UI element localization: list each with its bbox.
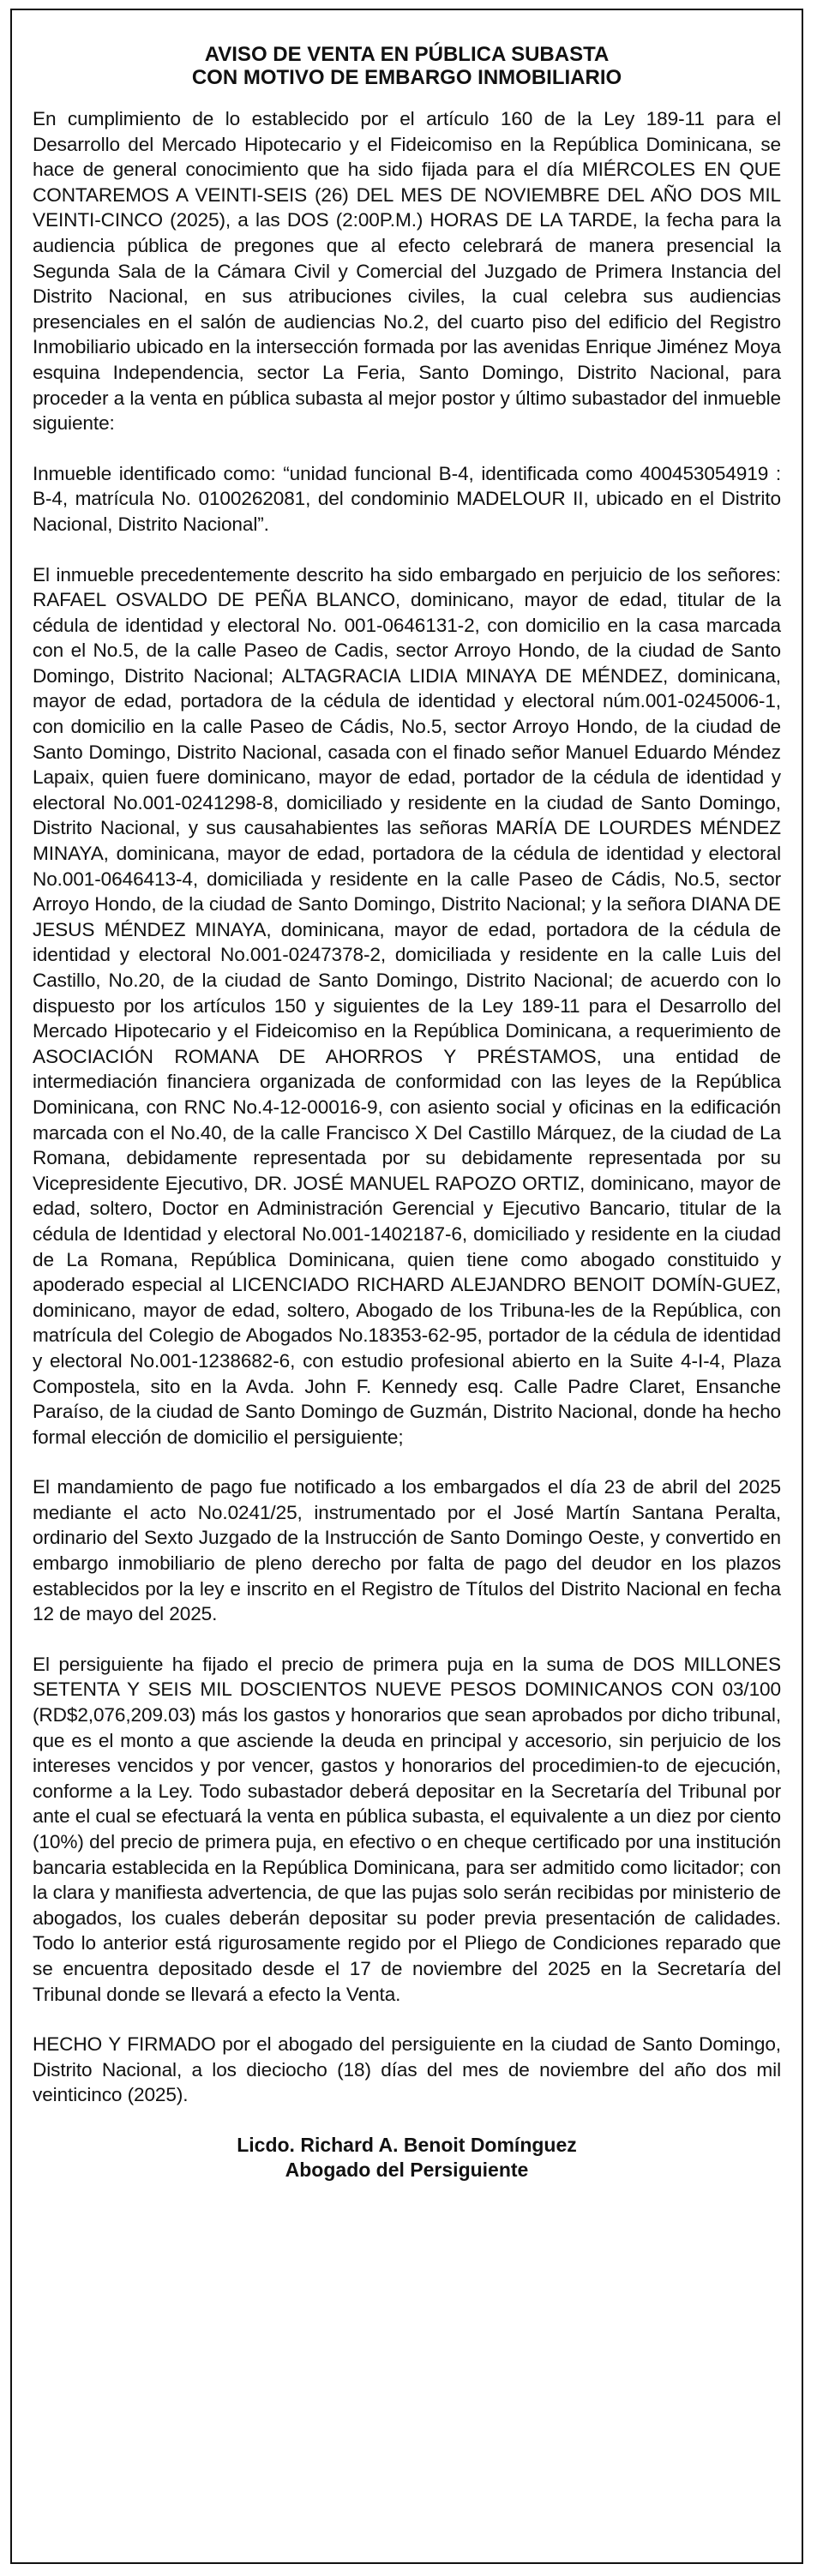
paragraph-seizure-parties: El inmueble precedentemente descrito ha sido embargado en perjuicio de los señores: RAFAEL OSVALDO DE PEÑA BLANCO, dominicano, mayor de edad, titular de la cédula de identidad y electoral No. 001-0646131-2, con domicilio en la casa marcada con el No.5, de la calle Paseo de Cadis, sector Arroyo Hondo, de la ciudad de Santo Domingo, Distrito Nacional; ALTAGRACIA LIDIA MINAYA DE MÉNDEZ, dominicana, mayor de edad, portadora de la cédula de identidad y electoral núm.001-0245006-1, con domicilio en la calle Paseo de Cádis, No.5, sector Arroyo Hondo, de la ciudad de Santo Domingo, Distrito Nacional, casada con el finado señor Manuel Eduardo Méndez Lapaix, quien fuere dominicano, mayor de edad, portador de la cédula de identidad y electoral No.001-0241298-8, domiciliado y residente en la ciudad de Santo Domingo, Distrito Nacional, y sus causahabientes las señoras MARÍA DE LOURDES MÉNDEZ MINAYA, dominicana, mayor de edad, portadora de la cédula de identidad y electoral No.001-0646413-4, domiciliada y residente en la calle Paseo de Cádis, No.5, sector Arroyo Hondo, de la ciudad de Santo Domingo, Distrito Nacional; y la señora DIANA DE JESUS MÉNDEZ MINAYA, dominicana, mayor de edad, portadora de la cédula de identidad y electoral No.001-0247378-2, domiciliada y residente en la calle Luis del Castillo, No.20, de la ciudad de Santo Domingo, Distrito Nacional; de acuerdo con lo dispuesto por los artículos 150 y siguientes de la Ley 189-11 para el Desarrollo del Mercado Hipotecario y el Fideicomiso en la República Dominicana, a requerimiento de ASOCIACIÓN ROMANA DE AHORROS Y PRÉSTAMOS, una entidad de intermediación financiera organizada de conformidad con las leyes de la República Dominicana, con RNC No.4-12-00016-9, con asiento social y oficinas en la edificación marcada con el No.40, de la calle Francisco X Del Castillo Márquez, de la ciudad de La Romana, debidamente representada por su debidamente representada por su Vicepresidente Ejecutivo, DR. JOSÉ MANUEL RAPOZO ORTIZ, dominicano, mayor de edad, soltero, Doctor en Administración Gerencial y Ejecutivo Bancario, titular de la cédula de Identidad y electoral No.001-1402187-6, domiciliado y residente en la ciudad de La Romana, República Dominicana, quien tiene como abogado constituido y apoderado especial al LICENCIADO RICHARD ALEJANDRO BENOIT DOMÍN-GUEZ, dominicano, mayor de edad, soltero, Abogado de los Tribuna-les de la República, con matrícula del Colegio de Abogados No.18353-62-95, portador de la cédula de identidad y electoral No.001-1238682-6, con estudio profesional abierto en la Suite 4-I-4, Plaza Compostela, sito en la Avda. John F. Kennedy esq. Calle Padre Claret, Ensanche Paraíso, de la ciudad de Santo Domingo de Guzmán, Distrito Nacional, donde ha hecho formal elección de domicilio el persiguiente; [33,563,781,1448]
signature-block [33,2133,781,2183]
paragraph-payment-order: El mandamiento de pago fue notificado a los embargados el día 23 de abril del 2025 mediante el acto No.0241/25, instrumentado por el José Martín Santana Peralta, ordinario del Sexto Juzgado de la Instrucción de Santo Domingo Oeste, y convertido en embargo inmobiliario de pleno derecho por falta de pago del deudor en los plazos establecidos por la ley e inscrito en el Registro de Títulos del Distrito Nacional en fecha 12 de mayo del 2025. [33,1476,781,1625]
paragraph-signed: HECHO Y FIRMADO por el abogado del persiguiente en la ciudad de Santo Domingo, Distrito Nacional, a los dieciocho (18) días del mes de noviembre del año dos mil veinticinco (2025). [33,2033,781,2106]
legal-notice [10,9,803,2564]
title-line-1: AVISO DE VENTA EN PÚBLICA SUBASTA [204,43,610,66]
signature-role: Abogado del Persiguiente [285,2158,529,2181]
title-line-2: CON MOTIVO DE EMBARGO INMOBILIARIO [191,66,622,89]
paragraph-auction-announcement: En cumplimiento de lo establecido por el artículo 160 de la Ley 189-11 para el Desarrollo del Mercado Hipotecario y el Fideicomiso en la República Dominicana, se hace de general conocimiento que ha sido fijada para el día MIÉRCOLES EN QUE CONTAREMOS A VEINTI-SEIS (26) DEL MES DE NOVIEMBRE DEL AÑO DOS MIL VEINTI-CINCO (2025), a las DOS (2:00P.M.) HORAS DE LA TARDE, la fecha para la audiencia pública de pregones que al efecto celebrará de manera presencial la Segunda Sala de la Cámara Civil y Comercial del Juzgado de Primera Instancia del Distrito Nacional, en sus atribuciones civiles, la cual celebra sus audiencias presenciales en el salón de audiencias No.2, del cuarto piso del edificio del Registro Inmobiliario ubicado en la intersección formada por las avenidas Enrique Jiménez Moya esquina Independencia, sector La Feria, Santo Domingo, Distrito Nacional, para proceder a la venta en pública subasta al mejor postor y último subastador del inmueble siguiente: [33,108,781,435]
paragraph-first-bid-price: El persiguiente ha fijado el precio de primera puja en la suma de DOS MILLONES SETENTA Y SEIS MIL DOSCIENTOS NUEVE PESOS DOMINICANOS CON 03/100 (RD$2,076,209.03) más los gastos y honorarios que sean aprobados por dicho tribunal, que es el monto a que asciende la deuda en principal y accesorio, sin perjuicio de los intereses vencidos y por vencer, gastos y honorarios del procedimien-to de ejecución, conforme a la Ley. Todo subastador deberá depositar en la Secretaría del Tribunal por ante el cual se efectuará la venta en pública subasta, el equivalente a un diez por ciento (10%) del precio de primera puja, en efectivo o en cheque certificado por una institución bancaria establecida en la República Dominicana, para ser admitido como licitador; con la clara y manifiesta advertencia, de que las pujas solo serán recibidas por ministerio de abogados, los cuales deberán depositar su poder previa presentación de calidades. Todo lo anterior está rigurosamente regido por el Pliego de Condiciones reparado que se encuentra depositado desde el 17 de noviembre del 2025 en la Secretaría del Tribunal donde se llevará a efecto la Venta. [33,1653,781,2005]
signature-name: Licdo. Richard A. Benoit Domínguez [237,2133,577,2156]
notice-title [33,43,781,89]
paragraph-property-identification: Inmueble identificado como: “unidad funcional B-4, identificada como 400453054919 : B-4, matrícula No. 0100262081, del condominio MADELOUR II, ubicado en el Distrito Nacional, Distrito Nacional”. [33,462,781,535]
